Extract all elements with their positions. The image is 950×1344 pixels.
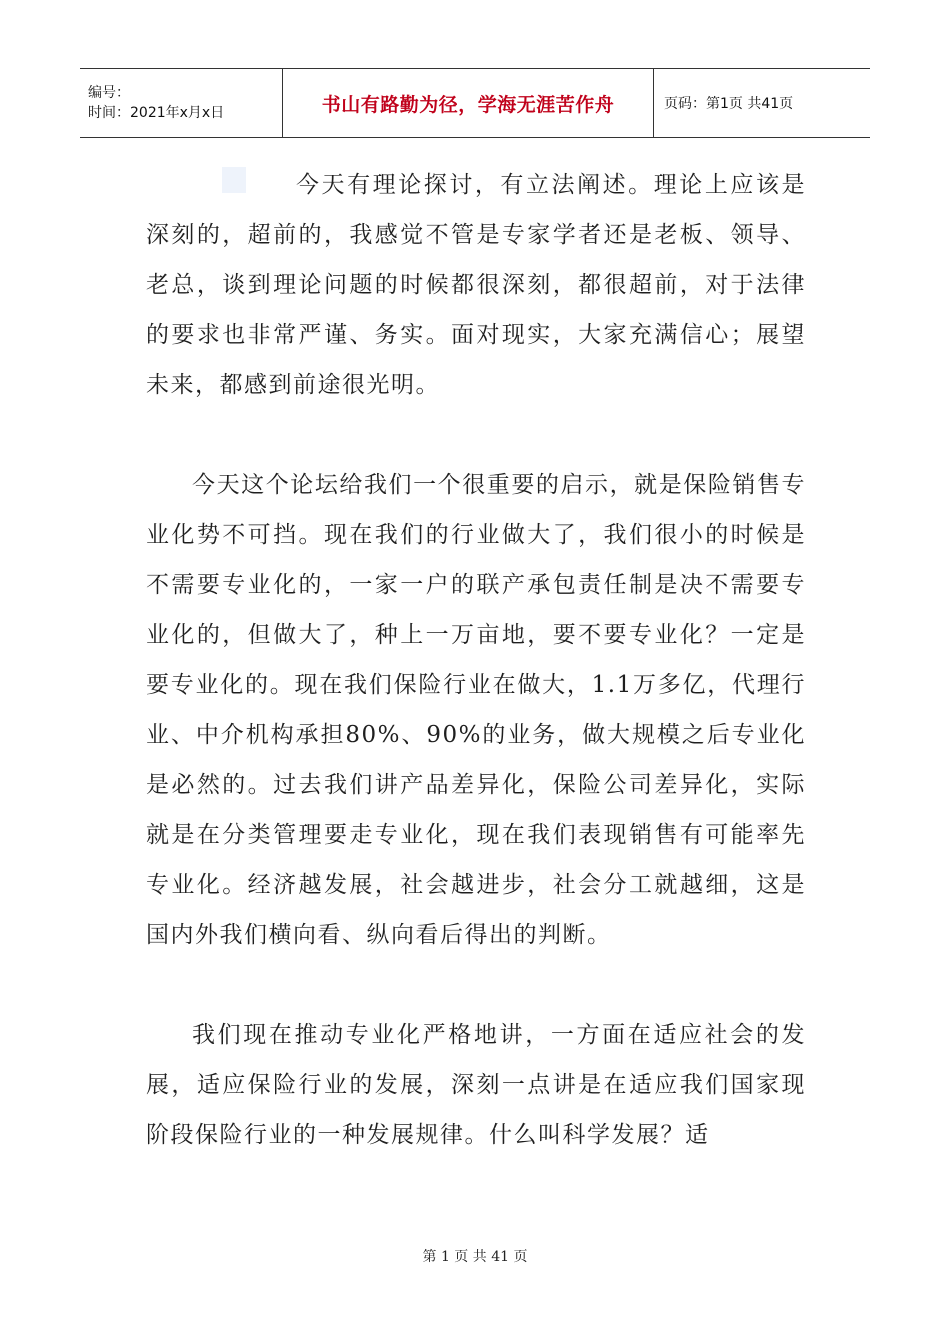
- paragraph-3: 我们现在推动专业化严格地讲，一方面在适应社会的发展，适应保险行业的发展，深刻一点讲是在适应我们国家现阶段保险行业的一种发展规律。什么叫科学发展？适: [146, 1022, 806, 1148]
- motto-text: 书山有路勤为径，学海无涯苦作舟: [321, 93, 615, 116]
- header-meta: [80, 69, 282, 137]
- header-motto-cell: [282, 69, 654, 137]
- number-label: 编号：: [88, 85, 130, 101]
- document-header: [80, 68, 870, 138]
- page-info: 页码：第1页 共41页: [664, 96, 794, 112]
- page-footer: 第 1 页 共 41 页: [422, 1249, 528, 1265]
- header-page-cell: [654, 69, 870, 137]
- paragraph-1: 今天有理论探讨，有立法阐述。理论上应该是深刻的，超前的，我感觉不管是专家学者还是老板、领导、老总，谈到理论问题的时候都很深刻，都很超前，对于法律的要求也非常严谨、务实。面对现实，大家充满信心；展望未来，都感到前途很光明。: [146, 172, 806, 398]
- document-body: [146, 160, 806, 1210]
- time-label: 时间：2021年x月x日: [88, 105, 225, 121]
- paragraph-2: 今天这个论坛给我们一个很重要的启示，就是保险销售专业化势不可挡。现在我们的行业做大了，我们很小的时候是不需要专业化的，一家一户的联产承包责任制是决不需要专业化的，但做大了，种上一万亩地，要不要专业化？一定是要专业化的。现在我们保险行业在做大，1.1万多亿，代理行业、中介机构承担80%、90%的业务，做大规模之后专业化是必然的。过去我们讲产品差异化，保险公司差异化，实际就是在分类管理要走专业化，现在我们表现销售有可能率先专业化。经济越发展，社会越进步，社会分工就越细，这是国内外我们横向看、纵向看后得出的判断。: [146, 472, 806, 948]
